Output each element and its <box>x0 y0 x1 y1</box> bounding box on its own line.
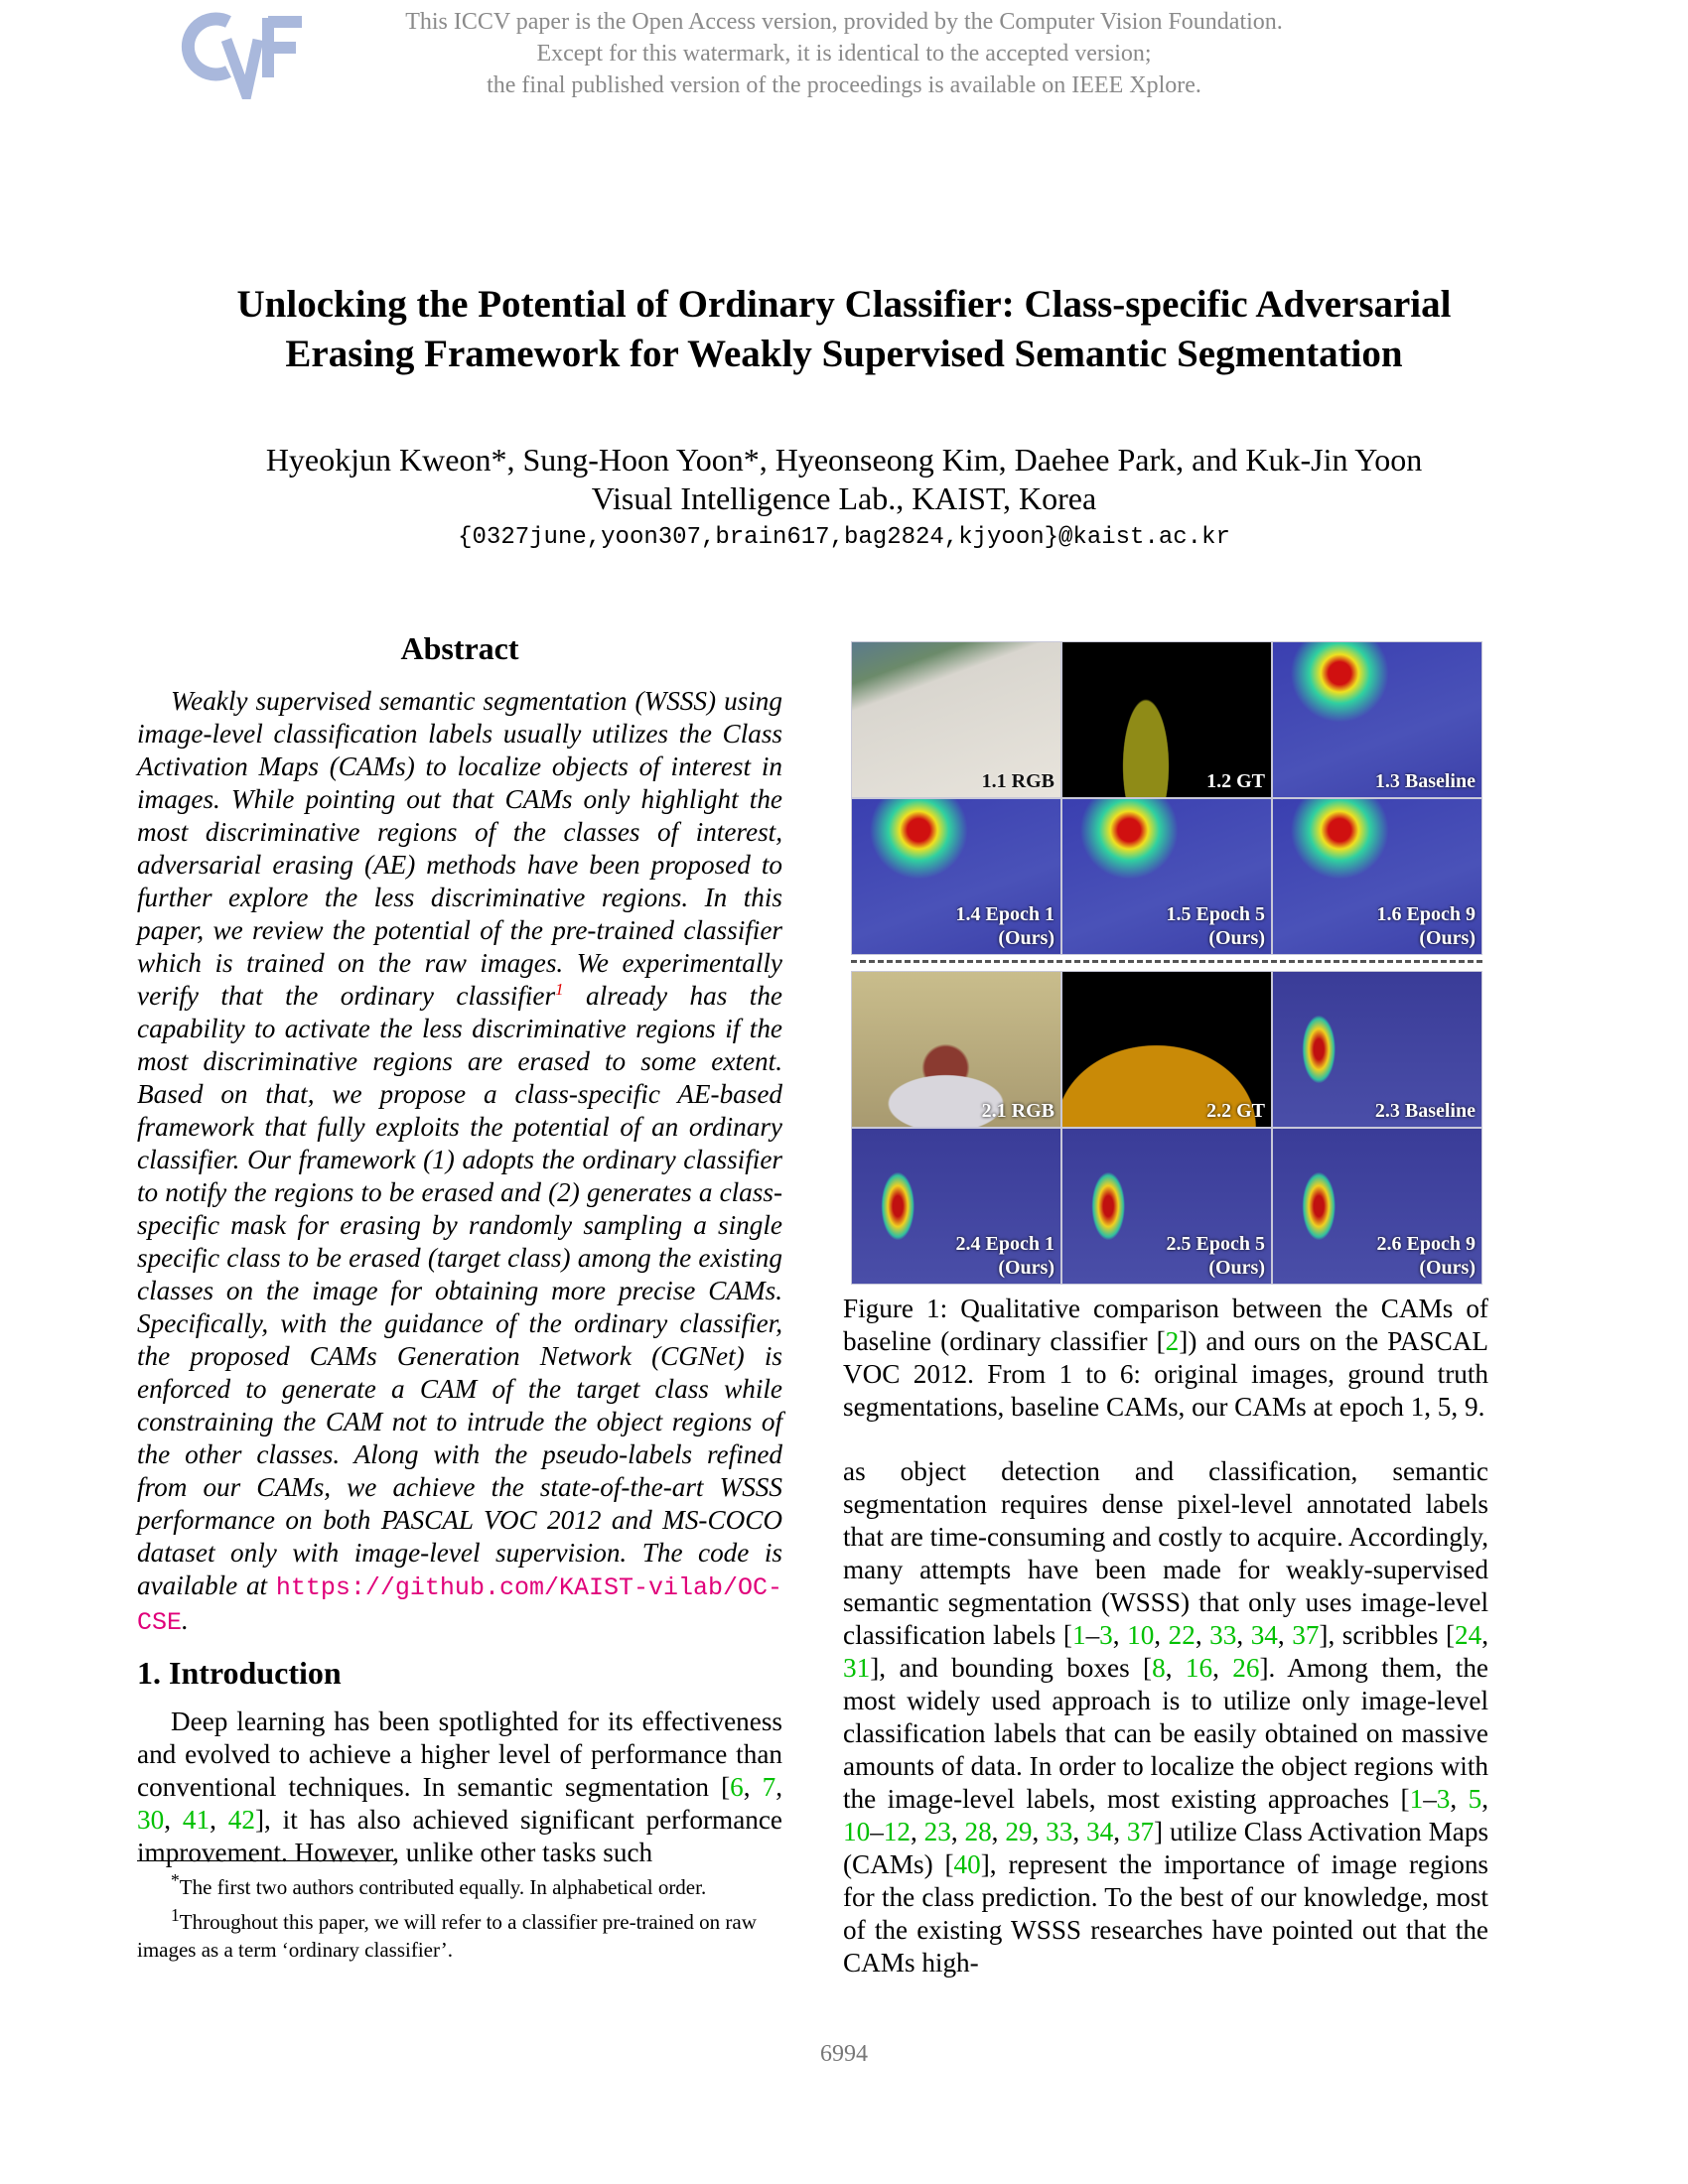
citation-link[interactable]: 40 <box>953 1849 981 1879</box>
footnote-rule <box>137 1860 395 1861</box>
citation-link[interactable]: 42 <box>227 1805 255 1835</box>
text-run: ], represent the importance of image regions for the class prediction. To the best of our knowledge, most of the existing WSSS researches have pointed out that the CAMs high- <box>843 1849 1488 1978</box>
panel-label-sub: (Ours) <box>1419 927 1476 949</box>
citation-link[interactable]: 12 <box>883 1817 911 1846</box>
text-run: Deep learning has been spotlighted for its effectiveness and evolved to achieve a higher level of performance than conventional techniques. In semantic segmentation [ <box>137 1706 782 1802</box>
intro-heading: 1. Introduction <box>137 1655 342 1691</box>
figure-panel-image <box>1272 971 1482 1128</box>
panel-label-title: 1.2 GT <box>1206 770 1265 792</box>
citation-link[interactable]: 22 <box>1168 1620 1196 1650</box>
panel-label-title: 2.5 Epoch 5 <box>1166 1233 1265 1255</box>
citation-link[interactable]: 41 <box>182 1805 211 1835</box>
citation-link[interactable]: 23 <box>923 1817 951 1846</box>
text-run: already has the capability to activate the less discriminative regions if the most discriminative regions are erased to some extent. Based on that, we propose a class-specific AE-based framework that fully exploits the potential of an ordinary classifier. Our framework (1) adopts the ordinary classifier to notify the regions to be erased and (2) generates a class-specific mask for erasing by randomly sampling a single specific class to be erased (target class) among the existing classes on the image for obtaining more precise CAMs. Specifically, with the guidance of the ordinary classifier, the proposed CAMs Generation Network (CGNet) is enforced to generate a CAM of the target class while constraining the CAM not to intrude the object regions of the other classes. Along with the pseudo-labels refined from our CAMs, we achieve the state-of-the-art WSSS performance on both PASCAL VOC 2012 and MS-COCO dataset only with image-level supervision. The code is available at <box>137 981 782 1600</box>
text-run: , <box>1212 1653 1233 1683</box>
figure-panel-image <box>1061 641 1272 798</box>
text-run: , <box>991 1817 1006 1846</box>
watermark-line: the final published version of the proceedings is available on IEEE Xplore. <box>487 72 1201 98</box>
text-run: – <box>1085 1620 1100 1650</box>
panel-label-title: 2.2 GT <box>1206 1100 1265 1122</box>
citation-link[interactable]: 10 <box>1127 1620 1155 1650</box>
panel-label <box>982 769 1055 793</box>
code-url-link[interactable]: https://github.com/KAIST-vilab/OC-CSE <box>137 1573 782 1637</box>
text-run: , <box>1165 1653 1186 1683</box>
figure-panel-image <box>1272 641 1482 798</box>
panel-label <box>1167 902 1265 950</box>
panel-label-title: 1.3 Baseline <box>1374 770 1476 792</box>
text-run: ], it has also achieved significant performance improvement. However, unlike other tasks such <box>137 1805 782 1867</box>
panel-label <box>1375 769 1476 793</box>
text-run: ] utilize Class Activation Maps (CAMs) [ <box>843 1817 1489 1879</box>
figure-panel-image <box>851 971 1061 1128</box>
panel-label <box>1206 769 1265 793</box>
panel-label <box>1375 1099 1476 1123</box>
panel-label-title: 1.4 Epoch 1 <box>955 903 1055 925</box>
footnote <box>137 1901 782 1964</box>
citation-link[interactable]: 3 <box>1436 1784 1451 1814</box>
citation-link[interactable]: 31 <box>843 1653 871 1683</box>
abstract-text <box>137 685 782 1639</box>
panel-label-title: 2.4 Epoch 1 <box>955 1233 1055 1255</box>
panel-label-title: 2.6 Epoch 9 <box>1376 1233 1476 1255</box>
citation-link[interactable]: 29 <box>1005 1817 1033 1846</box>
text-run: – <box>1423 1784 1437 1814</box>
citation-link[interactable]: 28 <box>964 1817 992 1846</box>
citation-link[interactable]: 24 <box>1455 1620 1482 1650</box>
text-run: , <box>950 1817 965 1846</box>
panel-label-title: 1.6 Epoch 9 <box>1376 903 1476 925</box>
intro-paragraph-continued <box>843 1455 1488 1979</box>
text-run: , <box>1113 1817 1127 1846</box>
figure-divider <box>851 960 1482 963</box>
panel-label-sub: (Ours) <box>998 927 1055 949</box>
footnotes <box>137 1866 782 1964</box>
panel-label-sub: (Ours) <box>1208 1257 1265 1279</box>
citation-link[interactable]: 33 <box>1209 1620 1237 1650</box>
footnote-text: Throughout this paper, we will refer to a classifier pre-trained on raw images as a term ‘ordinary classifier’. <box>137 1910 757 1962</box>
text-run: , <box>1450 1784 1469 1814</box>
text-run: , <box>164 1805 183 1835</box>
text-run: , <box>910 1817 924 1846</box>
text-run: Weakly supervised semantic segmentation (WSSS) using image-level classification labels usually utilizes the Class Activation Maps (CAMs) to localize objects of interest in images. While pointing out that CAMs only highlight the most discriminative regions of the classes of interest, adversarial erasing (AE) methods have been proposed to further explore the less discriminative regions. In this paper, we review the potential of the pre-trained classifier which is trained on the raw images. We experimentally verify that the ordinary classifier <box>137 686 782 1011</box>
abstract-heading: Abstract <box>400 630 519 666</box>
citation-link[interactable]: 16 <box>1185 1653 1213 1683</box>
text-run: , <box>1154 1620 1169 1650</box>
figure-caption <box>843 1293 1488 1424</box>
citation-link[interactable]: 26 <box>1232 1653 1260 1683</box>
text-run: – <box>870 1817 884 1846</box>
figure-panel-image <box>1061 971 1272 1128</box>
panel-label-title: 2.1 RGB <box>981 1100 1055 1122</box>
text-run: Figure 1: Qualitative comparison between the CAMs of baseline (ordinary classifier [ <box>843 1294 1488 1356</box>
citation-link[interactable]: 10 <box>843 1817 871 1846</box>
figure-grid-top <box>851 641 1482 955</box>
footnote-text: The first two authors contributed equally. In alphabetical order. <box>179 1875 707 1899</box>
citation-link[interactable]: 30 <box>137 1805 165 1835</box>
text-run: , <box>1277 1620 1293 1650</box>
title-line: Erasing Framework for Weakly Supervised Semantic Segmentation <box>285 333 1403 375</box>
figure-panel-image <box>851 641 1061 798</box>
panel-label <box>1167 1232 1265 1280</box>
page-number: 6994 <box>820 2041 868 2067</box>
text-run: , <box>1195 1620 1210 1650</box>
text-run: , <box>1072 1817 1086 1846</box>
text-run: , <box>1481 1784 1489 1814</box>
footnote-ref[interactable]: 1 <box>555 979 564 999</box>
figure-grid-bottom <box>851 971 1482 1285</box>
watermark-line: Except for this watermark, it is identical to the accepted version; <box>536 41 1152 67</box>
intro-paragraph <box>137 1706 782 1869</box>
panel-label <box>1206 1099 1265 1123</box>
footnote-mark: * <box>171 1870 180 1890</box>
citation-link[interactable]: 34 <box>1250 1620 1278 1650</box>
text-run: , <box>1236 1620 1251 1650</box>
panel-label <box>956 1232 1055 1280</box>
text-run: , <box>210 1805 228 1835</box>
text-run: , <box>1112 1620 1128 1650</box>
text-run: ]. Among them, the most widely used approach is to utilize only image-level classification labels that can be easily obtained on massive amounts of data. In order to localize the object regions with the image-level labels, most existing approaches [ <box>843 1653 1488 1814</box>
citation-link[interactable]: 1 <box>1071 1620 1086 1650</box>
left-column <box>137 632 782 1869</box>
text-run: , <box>775 1772 783 1802</box>
panel-label-title: 1.5 Epoch 5 <box>1166 903 1265 925</box>
citation-link[interactable]: 6 <box>730 1772 744 1802</box>
citation-link[interactable]: 3 <box>1099 1620 1113 1650</box>
emails: {0327june,yoon307,brain617,bag2824,kjyoon}@kaist.ac.kr <box>458 524 1230 551</box>
citation-link[interactable]: 37 <box>1292 1620 1320 1650</box>
panel-label <box>956 902 1055 950</box>
cvf-logo <box>179 10 308 99</box>
text-run: ], and bounding boxes [ <box>870 1653 1153 1683</box>
citation-link[interactable]: 1 <box>1409 1784 1424 1814</box>
text-run: . <box>182 1605 189 1635</box>
authors: Hyeokjun Kweon*, Sung-Hoon Yoon*, Hyeonseong Kim, Daehee Park, and Kuk-Jin Yoon <box>265 442 1423 478</box>
citation-link[interactable]: 33 <box>1046 1817 1073 1846</box>
footnote <box>137 1866 782 1901</box>
figure-panel-image <box>1272 1128 1482 1285</box>
text-run: as object detection and classification, semantic segmentation requires dense pixel-level annotated labels that are time-consuming and costly to acquire. Accordingly, many attempts have been made for weakly-supervised semantic segmentation (WSSS) that only uses image-level classification labels [ <box>843 1456 1488 1650</box>
watermark-line: This ICCV paper is the Open Access version, provided by the Computer Vision Foundation. <box>405 9 1283 35</box>
text-run: , <box>743 1772 763 1802</box>
citation-link[interactable]: 5 <box>1468 1784 1482 1814</box>
citation-link[interactable]: 37 <box>1126 1817 1155 1846</box>
paper-title <box>99 280 1589 379</box>
footnote-mark: 1 <box>171 1905 180 1925</box>
affiliation: Visual Intelligence Lab., KAIST, Korea <box>591 480 1097 516</box>
text-run: , <box>1481 1620 1489 1650</box>
figure-panel-image <box>851 798 1061 955</box>
citation-link[interactable]: 7 <box>762 1772 776 1802</box>
text-run: , <box>1032 1817 1047 1846</box>
citation-link[interactable]: 34 <box>1086 1817 1114 1846</box>
figure-panel-image <box>851 1128 1061 1285</box>
panel-label <box>1377 902 1476 950</box>
figure-1 <box>851 641 1482 1285</box>
panel-label-title: 1.1 RGB <box>981 770 1055 792</box>
panel-label-sub: (Ours) <box>1419 1257 1476 1279</box>
panel-label-sub: (Ours) <box>1208 927 1265 949</box>
figure-panel-image <box>1061 798 1272 955</box>
figure-panel-image <box>1061 1128 1272 1285</box>
citation-link[interactable]: 8 <box>1152 1653 1166 1683</box>
right-column <box>843 1455 1488 1979</box>
panel-label <box>1377 1232 1476 1280</box>
citation-link[interactable]: 2 <box>1165 1326 1180 1356</box>
panel-label-title: 2.3 Baseline <box>1374 1100 1476 1122</box>
title-line: Unlocking the Potential of Ordinary Classifier: Class-specific Adversarial <box>236 283 1452 326</box>
author-block <box>99 441 1589 518</box>
text-run: ], scribbles [ <box>1319 1620 1456 1650</box>
panel-label <box>982 1099 1055 1123</box>
panel-label-sub: (Ours) <box>998 1257 1055 1279</box>
figure-panel-image <box>1272 798 1482 955</box>
text-run: ]) and ours on the PASCAL VOC 2012. From 1 to 6: original images, ground truth segmentations, baseline CAMs, our CAMs at epoch 1, 5, 9. <box>843 1326 1489 1422</box>
